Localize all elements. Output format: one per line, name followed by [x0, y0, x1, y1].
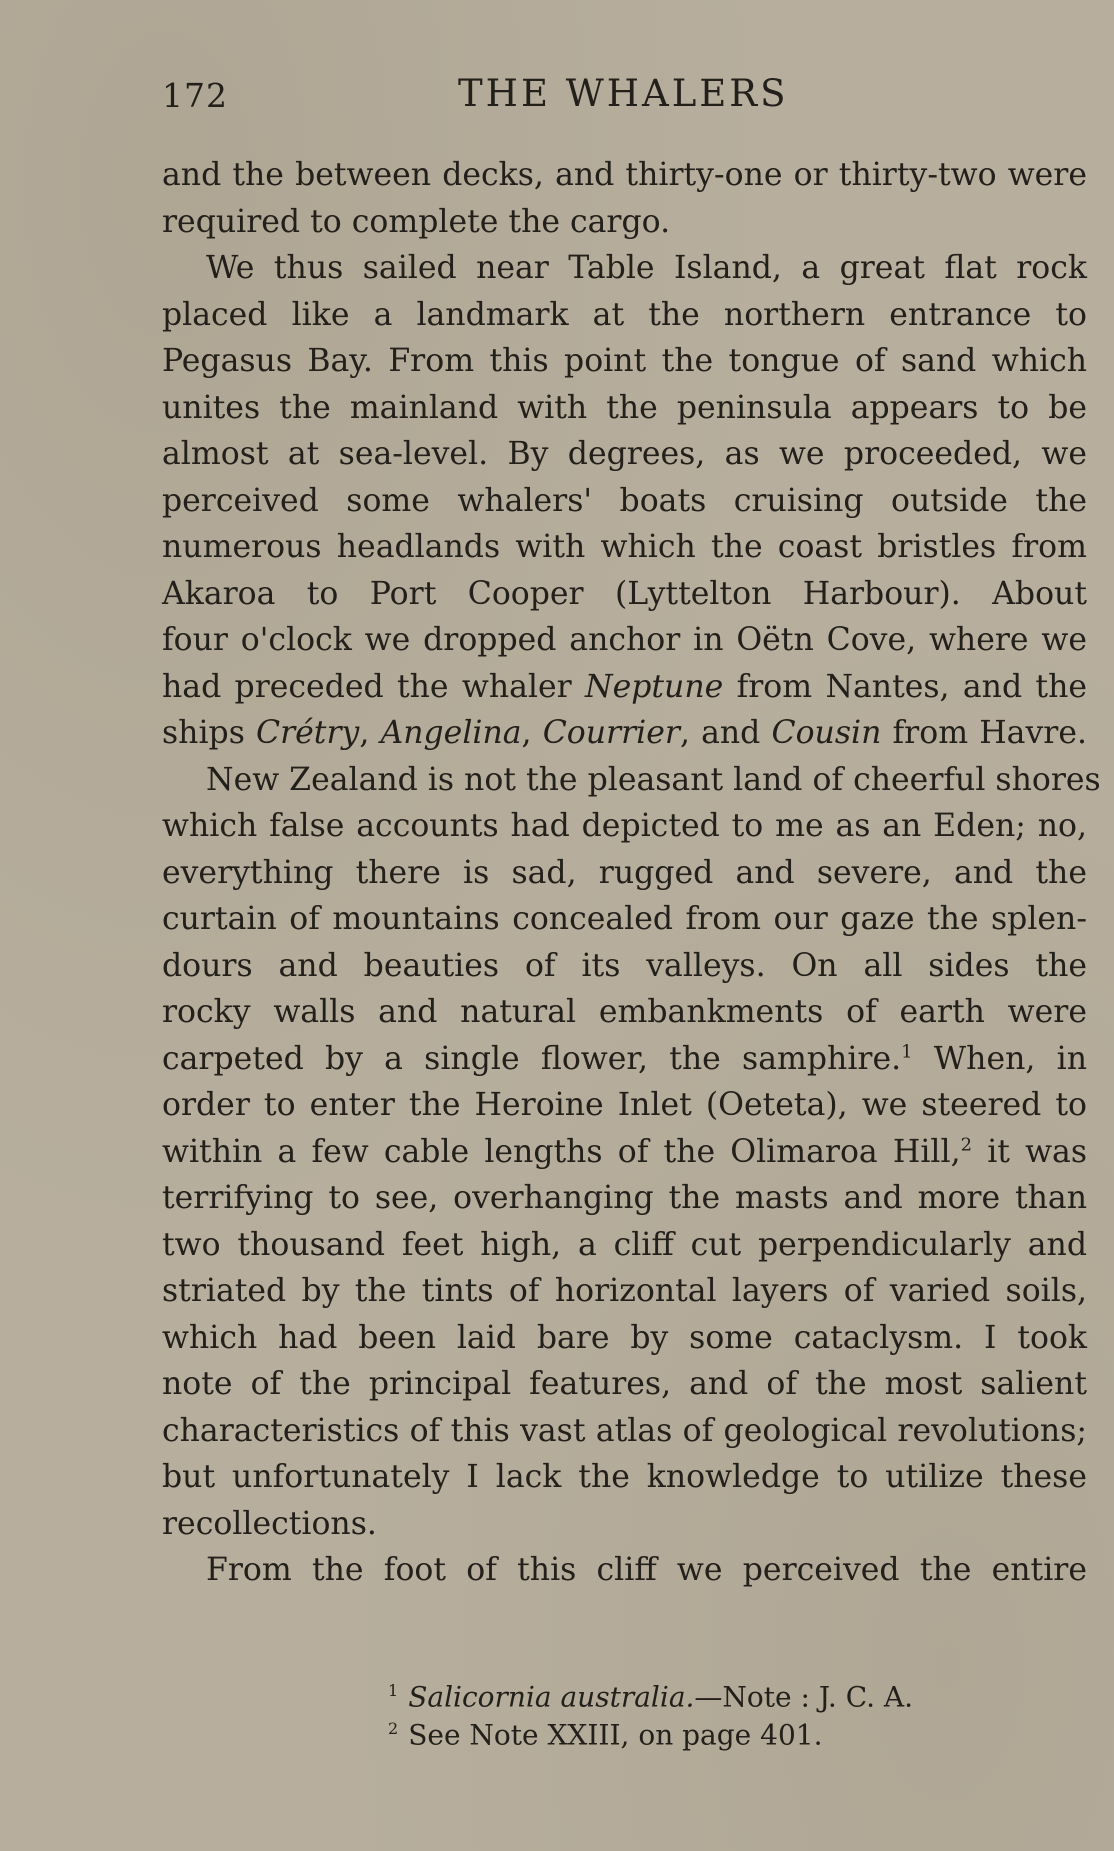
ship-name: Cousin [771, 715, 882, 751]
text-run: , [521, 715, 543, 751]
footnote-text: —Note : J. C. A. [694, 1680, 914, 1714]
text-line: and the between decks, and thirty-one or thirty-two were [162, 157, 1087, 193]
footnote [388, 1710, 908, 1752]
text-line: From the foot of this cliff we perceived the entire [206, 1552, 1087, 1588]
text-run: within a few cable lengths of the Olimaroa Hill, [162, 1133, 961, 1170]
text-line: note of the principal features, and of the most salient [162, 1366, 1087, 1402]
text-line [162, 1036, 1087, 1083]
text-line: almost at sea-level. By degrees, as we proceeded, we [162, 436, 1087, 472]
footnote [388, 1672, 914, 1714]
text-line: placed like a landmark at the northern entrance to [162, 296, 1087, 333]
text-line: curtain of mountains concealed from our gaze the splen- [162, 901, 1087, 937]
body-text [162, 152, 1101, 1594]
ship-name: Crétry [256, 715, 360, 751]
text-line: everything there is sad, rugged and severe, and the [162, 854, 1087, 891]
running-head [162, 72, 1087, 122]
text-line: unites the mainland with the peninsula appears to be [162, 389, 1087, 426]
text-line: which had been laid bare by some cataclysm. I took [162, 1319, 1087, 1356]
text-line: We thus sailed near Table Island, a great flat rock [206, 250, 1087, 286]
text-line: Akaroa to Port Cooper (Lyttelton Harbour). About [162, 575, 1087, 612]
text-line: perceived some whalers' boats cruising outside the [162, 482, 1087, 519]
text-line: characteristics of this vast atlas of geological revolutions; [162, 1412, 1087, 1449]
text-line [162, 710, 1087, 757]
ship-name: Courrier [542, 715, 680, 751]
footnote-mark: 2 [388, 1719, 399, 1738]
text-run: , and [679, 715, 772, 751]
footnote-text: See Note XXIII, on page 401. [408, 1718, 823, 1752]
text-line: dours and beauties of its valleys. On all sides the [162, 947, 1087, 984]
text-line [162, 664, 1087, 711]
text-line: which false accounts had depicted to me as an Eden; no, [162, 808, 1087, 844]
text-run: had preceded the whaler [162, 668, 586, 705]
text-line [162, 1129, 1087, 1176]
ship-name: Neptune [585, 668, 724, 705]
text-line: New Zealand is not the pleasant land of cheerful shores [206, 761, 1101, 798]
footnotes [388, 1672, 914, 1752]
footnote-mark: 1 [388, 1681, 399, 1700]
text-line: Pegasus Bay. From this point the tongue of sand which [162, 343, 1087, 379]
footnote-reference: 2 [960, 1134, 973, 1155]
text-line: order to enter the Heroine Inlet (Oeteta), we steered to [162, 1087, 1087, 1123]
footnote-reference: 1 [901, 1041, 913, 1062]
text-line: terrifying to see, overhanging the masts and more than [162, 1180, 1087, 1216]
text-line: rocky walls and natural embankments of earth were [162, 994, 1087, 1030]
text-run: , [359, 715, 381, 751]
page-number: 172 [162, 76, 228, 115]
running-title: THE WHALERS [458, 72, 789, 115]
text-line: but unfortunately I lack the knowledge to utilize these [162, 1459, 1087, 1495]
text-run: ships [162, 715, 256, 751]
ship-name: Angelina [380, 715, 522, 751]
text-run: carpeted by a single flower, the samphire. [162, 1040, 902, 1077]
text-line: numerous headlands with which the coast bristles from [162, 529, 1087, 565]
text-line: two thousand feet high, a cliff cut perpendicularly and [162, 1226, 1087, 1263]
text-run: from Nantes, and the [723, 668, 1088, 705]
text-line: recollections. [162, 1505, 377, 1542]
footnote-italic: Salicornia australia. [408, 1680, 695, 1714]
text-run: from Havre. [881, 715, 1087, 751]
text-line: required to complete the cargo. [162, 203, 671, 240]
text-line: striated by the tints of horizontal layers of varied soils, [162, 1273, 1087, 1309]
text-line: four o'clock we dropped anchor in Oëtn Cove, where we [162, 622, 1087, 658]
text-run: it was [972, 1133, 1087, 1170]
text-run: When, in [912, 1040, 1087, 1077]
